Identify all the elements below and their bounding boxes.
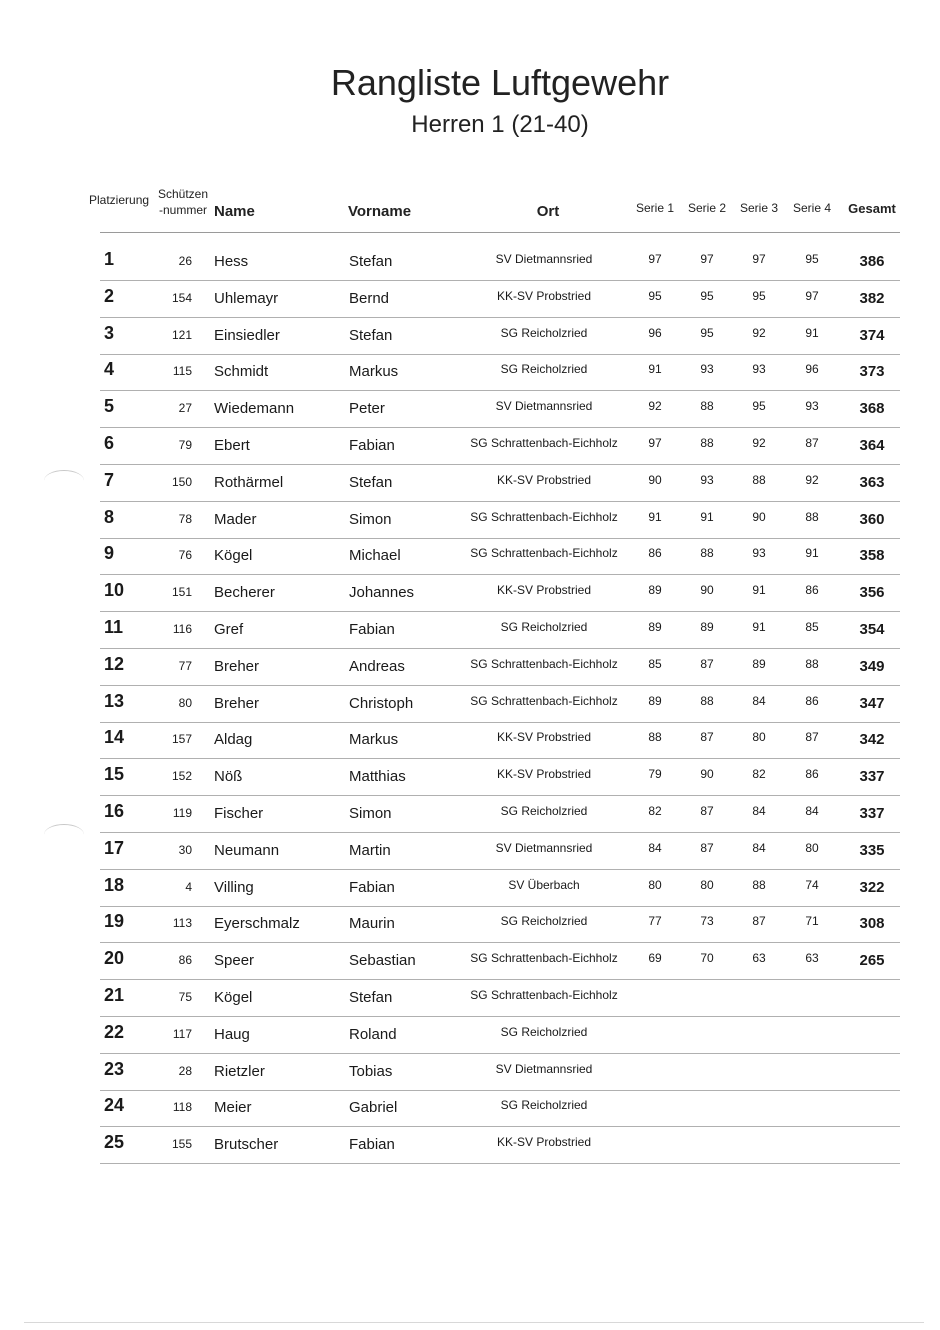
cell-serie3: 93 — [752, 546, 766, 561]
cell-rank: 11 — [104, 617, 124, 637]
table-row — [0, 688, 940, 724]
table-row — [0, 835, 940, 871]
cell-serie3: 90 — [752, 509, 766, 524]
cell-shooter-number: 26 — [178, 254, 192, 268]
cell-total: 349 — [859, 657, 885, 675]
cell-rank: 14 — [104, 727, 125, 748]
table-row — [0, 430, 940, 466]
cell-first-name: Fabian — [349, 437, 395, 454]
cell-last-name: Eyerschmalz — [214, 915, 300, 933]
table-row — [0, 908, 940, 944]
row-divider — [100, 390, 900, 391]
cell-first-name: Peter — [349, 400, 385, 418]
header-schuetzen-2: -nummer — [158, 203, 207, 217]
cell-serie1: 69 — [648, 951, 662, 966]
cell-serie2: 87 — [700, 730, 714, 745]
table-row — [0, 651, 940, 687]
cell-serie4: 95 — [805, 252, 819, 266]
table-row — [0, 540, 940, 576]
cell-last-name: Becherer — [214, 584, 275, 602]
cell-last-name: Mader — [214, 510, 257, 528]
header-serie4: Serie 4 — [792, 201, 832, 215]
cell-rank: 5 — [104, 396, 115, 417]
table-row — [0, 577, 940, 613]
cell-last-name: Breher — [214, 694, 260, 712]
row-divider — [100, 427, 900, 428]
cell-serie2: 97 — [700, 252, 714, 266]
cell-first-name: Stefan — [349, 253, 393, 270]
row-divider — [100, 648, 900, 649]
cell-first-name: Sebastian — [349, 952, 416, 970]
cell-last-name: Einsiedler — [214, 326, 280, 344]
header-vorname: Vorname — [348, 203, 412, 220]
cell-first-name: Stefan — [349, 473, 393, 491]
cell-last-name: Ebert — [214, 437, 250, 454]
cell-serie3: 92 — [752, 436, 766, 450]
cell-club: SG Reicholzried — [500, 620, 588, 634]
cell-serie3: 95 — [752, 399, 766, 414]
cell-last-name: Schmidt — [214, 363, 269, 381]
cell-total: 308 — [859, 915, 885, 933]
header-serie1: Serie 1 — [635, 201, 675, 215]
table-row — [0, 504, 940, 540]
cell-serie4: 86 — [805, 693, 819, 708]
cell-first-name: Martin — [349, 841, 391, 859]
cell-serie3: 91 — [752, 620, 766, 634]
row-divider — [100, 1090, 900, 1091]
cell-serie4: 71 — [805, 914, 819, 929]
cell-first-name: Roland — [349, 1025, 397, 1043]
cell-serie1: 95 — [648, 288, 662, 303]
cell-total: 363 — [859, 473, 885, 491]
cell-club: SG Reicholzried — [500, 914, 588, 929]
table-row — [0, 761, 940, 797]
cell-first-name: Fabian — [349, 878, 395, 896]
cell-serie2: 91 — [700, 509, 714, 524]
cell-serie4: 86 — [805, 583, 819, 598]
cell-first-name: Matthias — [349, 768, 406, 786]
cell-club: SG Schrattenbach-Eichholz — [470, 509, 618, 524]
cell-serie4: 85 — [805, 620, 819, 634]
row-divider — [100, 758, 900, 759]
cell-shooter-number: 117 — [172, 1026, 192, 1041]
cell-shooter-number: 30 — [178, 842, 192, 857]
row-divider — [100, 1016, 900, 1017]
cell-rank: 10 — [104, 580, 125, 601]
row-divider — [100, 979, 900, 980]
cell-serie2: 88 — [700, 436, 714, 450]
cell-rank: 2 — [104, 285, 115, 306]
table-row — [0, 614, 940, 650]
cell-rank: 4 — [104, 359, 115, 380]
cell-serie4: 80 — [805, 840, 819, 855]
cell-rank: 7 — [104, 469, 115, 490]
cell-serie3: 89 — [752, 656, 766, 671]
cell-serie2: 88 — [700, 693, 714, 708]
cell-club: SG Schrattenbach-Eichholz — [470, 693, 618, 708]
cell-serie3: 88 — [752, 877, 766, 892]
cell-serie1: 77 — [648, 914, 662, 929]
cell-shooter-number: 80 — [178, 695, 192, 710]
cell-rank: 23 — [104, 1058, 125, 1079]
cell-rank: 13 — [104, 690, 125, 711]
cell-club: SG Schrattenbach-Eichholz — [470, 988, 618, 1002]
table-row — [0, 320, 940, 356]
cell-serie2: 90 — [700, 767, 714, 782]
cell-total: 356 — [859, 584, 885, 602]
cell-total: 364 — [859, 437, 885, 454]
cell-club: SG Reicholzried — [500, 804, 588, 818]
row-divider — [100, 685, 900, 686]
cell-last-name: Meier — [214, 1099, 252, 1117]
header-ort: Ort — [536, 203, 560, 220]
cell-serie2: 90 — [700, 583, 714, 598]
cell-rank: 20 — [104, 948, 125, 969]
cell-club: SG Reicholzried — [500, 1024, 588, 1039]
cell-serie3: 93 — [752, 362, 766, 377]
cell-first-name: Johannes — [349, 584, 415, 602]
cell-first-name: Fabian — [349, 1136, 395, 1154]
cell-first-name: Markus — [349, 731, 399, 749]
cell-serie4: 87 — [805, 436, 819, 450]
cell-serie2: 73 — [700, 914, 714, 929]
cell-serie2: 88 — [700, 546, 714, 561]
cell-rank: 18 — [104, 874, 125, 895]
header-serie2: Serie 2 — [687, 201, 727, 215]
cell-serie1: 97 — [648, 252, 662, 266]
cell-serie4: 86 — [805, 767, 819, 782]
cell-club: SV Überbach — [508, 877, 580, 892]
punch-hole-mark — [44, 824, 84, 845]
cell-serie2: 87 — [700, 840, 714, 855]
cell-serie3: 92 — [752, 325, 766, 340]
table-row — [0, 283, 940, 319]
cell-serie4: 88 — [805, 509, 819, 524]
cell-serie1: 91 — [648, 509, 662, 524]
cell-rank: 1 — [104, 249, 115, 269]
cell-serie2: 95 — [700, 288, 714, 303]
cell-rank: 15 — [104, 764, 125, 785]
cell-last-name: Kögel — [214, 989, 253, 1006]
table-row — [0, 246, 940, 282]
cell-shooter-number: 27 — [178, 401, 192, 416]
cell-shooter-number: 151 — [171, 585, 192, 600]
header-serie3: Serie 3 — [739, 201, 779, 215]
cell-serie1: 89 — [648, 620, 662, 634]
table-row — [0, 356, 940, 392]
cell-shooter-number: 4 — [185, 879, 192, 894]
cell-total: 342 — [859, 731, 885, 749]
row-divider — [100, 906, 900, 907]
cell-club: SG Schrattenbach-Eichholz — [470, 951, 618, 966]
cell-serie2: 88 — [700, 399, 714, 414]
cell-serie4: 87 — [805, 730, 819, 745]
cell-club: SG Reicholzried — [500, 1098, 588, 1113]
cell-serie2: 93 — [700, 472, 714, 487]
cell-serie3: 84 — [752, 693, 766, 708]
cell-shooter-number: 157 — [171, 732, 192, 747]
row-divider — [100, 869, 900, 870]
cell-club: KK-SV Probstried — [496, 730, 592, 745]
row-divider — [100, 722, 900, 723]
cell-rank: 21 — [104, 985, 125, 1005]
cell-first-name: Michael — [349, 547, 401, 565]
cell-shooter-number: 152 — [171, 769, 192, 784]
cell-last-name: Villing — [214, 878, 254, 896]
cell-serie1: 79 — [648, 767, 662, 782]
cell-first-name: Stefan — [349, 989, 393, 1006]
row-divider — [100, 1053, 900, 1054]
cell-club: KK-SV Probstried — [496, 583, 592, 598]
cell-rank: 12 — [104, 653, 125, 674]
cell-first-name: Tobias — [349, 1062, 393, 1080]
cell-total: 374 — [859, 326, 885, 344]
cell-serie4: 93 — [805, 399, 819, 414]
cell-last-name: Nöß — [214, 768, 243, 786]
cell-serie2: 87 — [700, 804, 714, 818]
cell-first-name: Markus — [349, 363, 399, 381]
cell-shooter-number: 121 — [171, 327, 192, 342]
row-divider — [100, 538, 900, 539]
punch-hole-mark — [44, 470, 84, 491]
row-divider — [100, 574, 900, 575]
cell-rank: 19 — [104, 911, 125, 932]
page-edge — [24, 1322, 924, 1323]
cell-last-name: Speer — [214, 952, 255, 970]
cell-last-name: Rietzler — [214, 1062, 265, 1080]
cell-serie3: 88 — [752, 472, 766, 487]
table-row — [0, 1129, 940, 1165]
cell-rank: 25 — [104, 1132, 125, 1153]
cell-shooter-number: 86 — [178, 953, 192, 968]
cell-rank: 6 — [104, 433, 115, 453]
cell-club: SG Reicholzried — [500, 362, 588, 377]
cell-club: KK-SV Probstried — [496, 767, 592, 782]
cell-shooter-number: 77 — [178, 658, 192, 673]
cell-last-name: Breher — [214, 657, 260, 675]
table-row — [0, 1019, 940, 1055]
cell-serie3: 84 — [752, 840, 766, 855]
row-divider — [100, 795, 900, 796]
cell-club: SG Schrattenbach-Eichholz — [470, 436, 618, 450]
cell-serie2: 89 — [700, 620, 714, 634]
cell-shooter-number: 115 — [172, 364, 192, 379]
cell-last-name: Fischer — [214, 805, 264, 822]
header-name: Name — [214, 203, 255, 220]
cell-serie1: 89 — [648, 693, 662, 708]
cell-last-name: Gref — [214, 621, 244, 638]
cell-total: 382 — [859, 289, 885, 307]
cell-serie3: 80 — [752, 730, 766, 745]
cell-serie4: 92 — [805, 472, 819, 487]
table-row — [0, 872, 940, 908]
cell-total: 337 — [859, 805, 885, 822]
cell-last-name: Kögel — [214, 547, 253, 565]
cell-serie4: 63 — [805, 951, 819, 966]
cell-serie1: 90 — [648, 472, 662, 487]
header-platzierung: Platzierung — [89, 193, 150, 207]
cell-total: 368 — [859, 400, 885, 418]
cell-club: SG Reicholzried — [500, 325, 588, 340]
cell-serie1: 97 — [648, 436, 662, 450]
cell-total: 354 — [859, 621, 885, 638]
cell-shooter-number: 78 — [178, 511, 192, 526]
row-divider — [100, 1163, 900, 1164]
cell-total: 322 — [859, 878, 885, 896]
cell-serie1: 82 — [648, 804, 662, 818]
cell-shooter-number: 28 — [178, 1063, 192, 1078]
cell-first-name: Christoph — [349, 694, 414, 712]
cell-shooter-number: 118 — [172, 1100, 192, 1115]
cell-serie3: 87 — [752, 914, 766, 929]
cell-shooter-number: 116 — [172, 622, 192, 636]
cell-total: 358 — [859, 547, 885, 565]
cell-club: SV Dietmannsried — [495, 840, 593, 855]
cell-serie3: 84 — [752, 804, 766, 818]
cell-rank: 22 — [104, 1021, 125, 1042]
cell-last-name: Haug — [214, 1025, 250, 1043]
cell-last-name: Uhlemayr — [214, 289, 279, 307]
table-row — [0, 982, 940, 1018]
cell-total: 335 — [859, 841, 885, 859]
cell-club: SV Dietmannsried — [495, 252, 593, 266]
cell-serie4: 97 — [805, 288, 819, 303]
cell-shooter-number: 79 — [178, 438, 192, 452]
cell-serie2: 80 — [700, 877, 714, 892]
header-gesamt: Gesamt — [848, 201, 896, 216]
table-row — [0, 393, 940, 429]
cell-serie2: 70 — [700, 951, 714, 966]
cell-serie1: 86 — [648, 546, 662, 561]
cell-total: 386 — [859, 253, 885, 270]
cell-serie4: 91 — [805, 546, 819, 561]
cell-rank: 17 — [104, 837, 125, 858]
document-title: Rangliste Luftgewehr — [330, 62, 670, 103]
cell-shooter-number: 113 — [172, 916, 192, 931]
cell-serie4: 96 — [805, 362, 819, 377]
cell-first-name: Simon — [349, 510, 392, 528]
cell-last-name: Hess — [214, 253, 249, 270]
row-divider — [100, 317, 900, 318]
cell-serie3: 97 — [752, 252, 766, 266]
cell-serie2: 93 — [700, 362, 714, 377]
cell-shooter-number: 150 — [171, 474, 192, 489]
cell-last-name: Wiedemann — [214, 400, 295, 418]
cell-first-name: Maurin — [349, 915, 395, 933]
cell-total: 347 — [859, 694, 885, 712]
cell-serie2: 87 — [700, 656, 714, 671]
table-row — [0, 945, 940, 981]
cell-shooter-number: 119 — [172, 806, 192, 820]
row-divider — [100, 354, 900, 355]
cell-first-name: Bernd — [349, 289, 390, 307]
cell-shooter-number: 75 — [178, 990, 192, 1004]
cell-serie4: 88 — [805, 656, 819, 671]
cell-serie1: 84 — [648, 840, 662, 855]
cell-shooter-number: 154 — [171, 290, 192, 305]
cell-serie3: 91 — [752, 583, 766, 598]
cell-last-name: Neumann — [214, 841, 280, 859]
cell-serie4: 74 — [805, 877, 819, 892]
table-row — [0, 1092, 940, 1128]
cell-last-name: Aldag — [214, 731, 253, 749]
cell-serie1: 88 — [648, 730, 662, 745]
cell-club: SG Schrattenbach-Eichholz — [470, 546, 618, 561]
cell-last-name: Rothärmel — [214, 473, 284, 491]
header-schuetzen-1: Schützen — [157, 187, 209, 201]
cell-serie1: 96 — [648, 325, 662, 340]
document-subtitle: Herren 1 (21-40) — [411, 111, 589, 138]
cell-club: KK-SV Probstried — [496, 1135, 592, 1150]
row-divider — [100, 611, 900, 612]
cell-serie3: 82 — [752, 767, 766, 782]
row-divider — [100, 1126, 900, 1127]
row-divider — [100, 464, 900, 465]
cell-first-name: Fabian — [349, 621, 395, 638]
cell-club: KK-SV Probstried — [496, 472, 592, 487]
cell-rank: 8 — [104, 506, 115, 527]
cell-serie3: 95 — [752, 288, 766, 303]
header-divider — [100, 232, 900, 233]
cell-serie3: 63 — [752, 951, 766, 966]
cell-serie1: 89 — [648, 583, 662, 598]
table-row — [0, 1056, 940, 1092]
cell-total: 265 — [859, 952, 885, 970]
cell-rank: 9 — [104, 543, 115, 564]
cell-rank: 24 — [104, 1095, 125, 1116]
cell-serie4: 91 — [805, 325, 819, 340]
cell-total: 373 — [859, 363, 885, 381]
cell-club: SG Schrattenbach-Eichholz — [470, 656, 618, 671]
cell-first-name: Gabriel — [349, 1099, 398, 1117]
cell-rank: 3 — [104, 322, 115, 343]
cell-last-name: Brutscher — [214, 1136, 279, 1154]
cell-club: SV Dietmannsried — [495, 1061, 593, 1076]
table-row — [0, 798, 940, 834]
cell-club: KK-SV Probstried — [496, 288, 592, 303]
cell-first-name: Simon — [349, 805, 392, 822]
row-divider — [100, 280, 900, 281]
cell-serie2: 95 — [700, 325, 714, 340]
cell-serie1: 91 — [648, 362, 662, 377]
cell-first-name: Andreas — [349, 657, 405, 675]
cell-serie1: 85 — [648, 656, 662, 671]
table-row — [0, 724, 940, 760]
cell-rank: 16 — [104, 801, 125, 821]
cell-shooter-number: 76 — [178, 548, 192, 563]
table-row — [0, 467, 940, 503]
cell-total: 360 — [859, 510, 885, 528]
cell-serie1: 92 — [648, 399, 662, 414]
row-divider — [100, 832, 900, 833]
cell-serie1: 80 — [648, 877, 662, 892]
cell-shooter-number: 155 — [171, 1137, 192, 1152]
cell-serie4: 84 — [805, 804, 819, 818]
cell-first-name: Stefan — [349, 326, 393, 344]
row-divider — [100, 501, 900, 502]
row-divider — [100, 942, 900, 943]
cell-club: SV Dietmannsried — [495, 399, 593, 414]
cell-total: 337 — [859, 768, 885, 786]
